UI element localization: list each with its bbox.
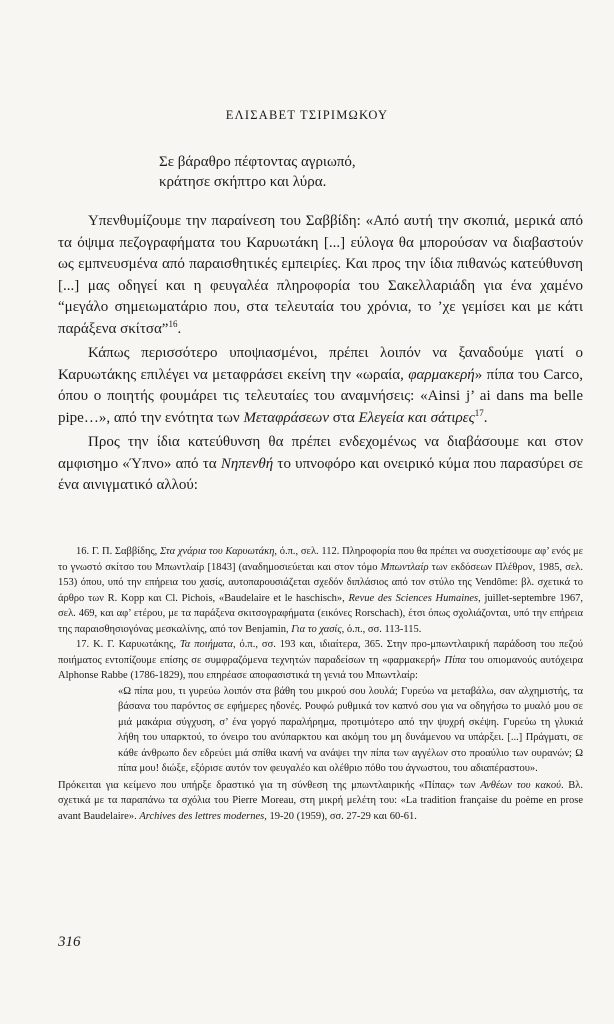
- main-text: [58, 211, 583, 500]
- footnote-17: 17. Κ. Γ. Καρυωτάκης, Τα ποιήματα, ό.π., σσ. 193 και, ιδιαίτερα, 365. Στην προ-μπωντλαιρική παράδοση του πεζού ποιήματος εντοπίζουμε επίσης σε συμφραζόμενα τεχνητών παραδείσων τη «φαρμακερή» Πίπα του οπιομανούς αυτόχειρα Alphonse Rabbe (1786-1829), που επηρέασε αποφασιστικά τη γενιά του Μπωντλαίρ:: [58, 639, 584, 681]
- footnote-17-quotation: «Ω πίπα μου, τι γυρεύω λοιπόν στα βάθη του μικρού σου λουλά; Γυρεύω να μεταβάλω, σαν αλχημιστής, τα βάσανα του παρόντος σε εφήμερες ηδονές. Ρουφώ ρυθμικά τον καπνό σου για να οδηγήσω το μυαλό μου σε μιά μακάρια σύγχυση, σ’ ένα γοργό παραλήρημα, προτιμότερο από την ψυχρή σκέψη. Γυρεύω τη γλυκιά λήθη του υπαρκτού, το όνειρο του ανύπαρκτου και ακόμη του μη δυνάμενου να υπάρξει. [...] Πράγματι, σε κάθε άνθρωπο δεν εδρεύει μιά σπίθα ικανή να ανάψει την πίπα των αγγέλων στο προαύλιο των ουρανών; Ω πίπα μου! διώξε, εξόρισε αυτόν τον φευγαλέο και ολέθριο πόθο του άγνωστου, του αδιαπέραστου».: [118, 685, 583, 774]
- page-number: 316: [58, 934, 81, 950]
- footnote-ref-17: 17: [474, 407, 484, 418]
- running-header-author: ΕΛΙΣΑΒΕΤ ΤΣΙΡΙΜΩΚΟΥ: [225, 108, 389, 122]
- epigraph: [159, 152, 356, 192]
- footnote-ref-16: 16: [168, 318, 178, 329]
- paragraph-2: Κάπως περισσότερο υποψιασμένοι, πρέπει λοιπόν να ξαναδούμε γιατί ο Καρυωτάκης επιλέγει να μεταφράσει εκείνη την «ωραία, φαρμακερή» πίπα του Carco, όπου ο ποιητής φουμάρει τις τελευταίες του αναμνήσεις: «Ainsi j’ ai dans ma belle pipe…», από την ενότητα των Μεταφράσεων στα Ελεγεία και σάτιρες$^{17}$.: [58, 345, 583, 426]
- footnotes: [58, 544, 583, 824]
- epigraph-line-2: κράτησε σκήπτρο και λύρα.: [159, 174, 327, 190]
- epigraph-line-1: Σε βάραθρο πέφτοντας αγριωπό,: [159, 154, 356, 170]
- paragraph-1: Υπενθυμίζουμε την παραίνεση του Σαββίδη: «Από αυτή την σκοπιά, μερικά από τα όψιμα πεζογραφήματα του Καρυωτάκη [...] εύλογα θα μπορούσαν να διαβαστούν ως εμπνευσμένα από παραισθητικές εμπειρίες. Και προς την ίδια πιθανώς κατεύθυνση [...] μας οδηγεί και η φευγαλέα πληροφορία του Σακελλαριάδη για ένα χαμένο “μεγάλο σημειωματάριο που, στα τελευταία του χρόνια, το ’χε γεμίσει και με κάτι παράξενα σκίτσα”$^{16}$.: [58, 213, 583, 337]
- paragraph-3: Προς την ίδια κατεύθυνση θα πρέπει ενδεχομένως να διαβάσουμε και στον αμφισημο «Ύπνο» από τα Νηπενθή το υπνοφόρο και ονειρικό κύμα που παρασύρει σε ένα αινιγματικό αλλού:: [58, 434, 583, 493]
- footnote-17-continuation: Πρόκειται για κείμενο που υπήρξε δραστικό για τη σύνθεση της μπωντλαιρικής «Πίπας» των Ανθέων του κακού. Βλ. σχετικά με τα παραπάνω τα σχόλια του Pierre Moreau, στη μικρή μελέτη του: «La tradition française du poème en prose avant Baudelaire». Archives des lettres modernes, 19-20 (1959), σσ. 27-29 και 60-61.: [58, 779, 583, 822]
- footnote-16: 16. Γ. Π. Σαββίδης, Στα χνάρια του Καρυωτάκη, ό.π., σελ. 112. Πληροφορία που θα πρέπει να συσχετίσουμε αφ’ ενός με το γνωστό σκίτσο του Μπωντλαίρ [1843] (αναδημοσιεύεται και στον τόμο Μπωντλαίρ των εκδόσεων Πλέθρον, 1985, σελ. 153) όπου, υπό την επήρεια του χασίς, αυτοπαρουσιάζεται σχεδόν διπλάσιος από τον στύλο της Vendôme: βλ. σχετικά το άρθρο των R. Kopp και Cl. Pichois, «Baudelaire et le haschisch», Revue des Sciences Humaines, juillet-septembre 1967, σελ. 469, και αφ’ ετέρου, με τα παράξενα σκιτσογραφήματα (εικόνες Rorschach), έτσι όπως σχολιάζονται, υπό την επήρεια της παραισθησιογόνας μεσκαλίνης, από τον Benjamin, Για το χασίς, ό.π., σσ. 113-115.: [58, 546, 583, 635]
